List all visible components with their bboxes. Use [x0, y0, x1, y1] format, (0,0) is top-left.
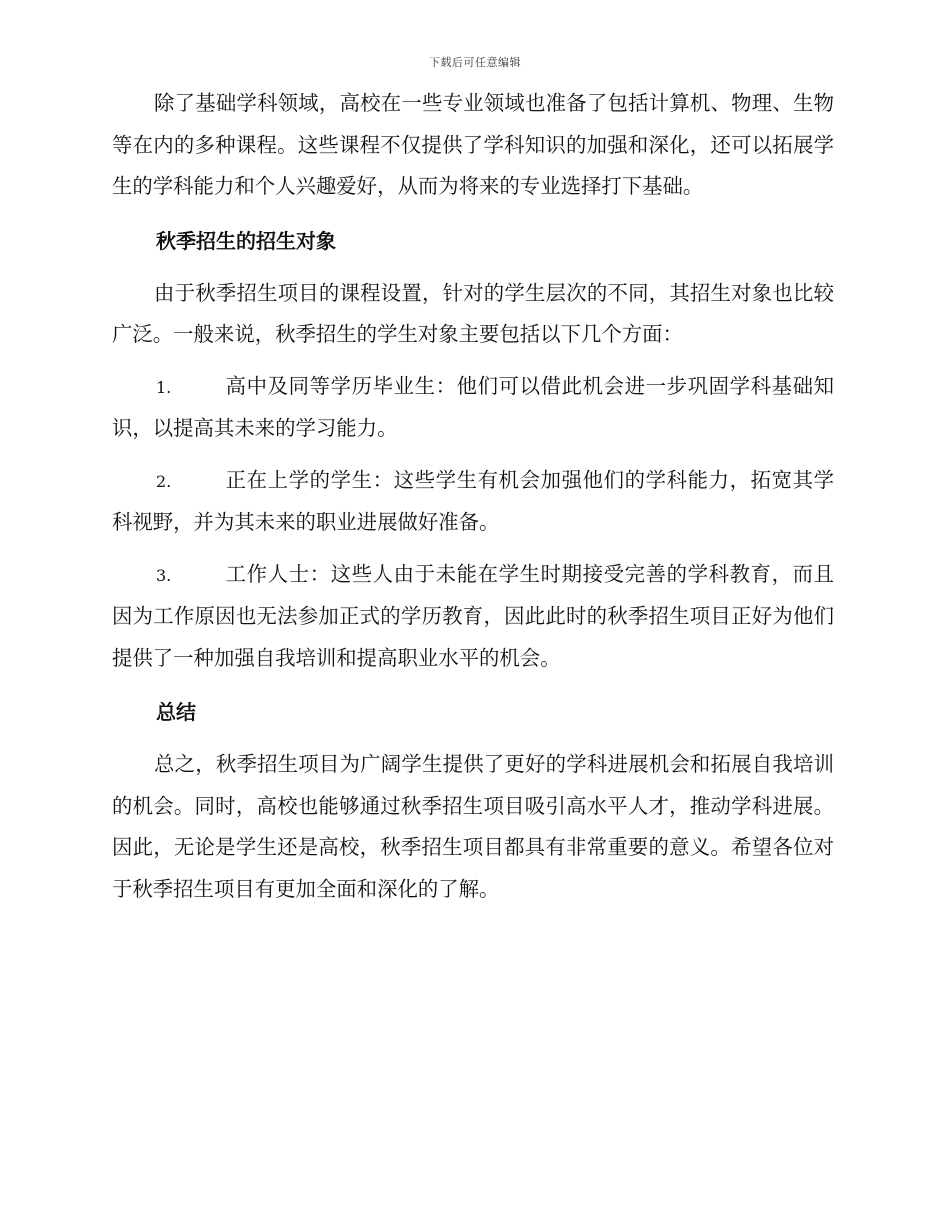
intro-paragraph: 除了基础学科领域，高校在一些专业领域也准备了包括计算机、物理、生物等在内的多种课程。这些课程不仅提供了学科知识的加强和深化，还可以拓展学生的学科能力和个人兴趣爱好，从而为将来的专业选择打下基础。 [112, 91, 834, 198]
list-item-number: 1. [156, 377, 172, 397]
page-header: 下载后可任意编辑 [429, 56, 521, 69]
list-item [112, 366, 834, 450]
document-body [112, 83, 834, 920]
summary-paragraph: 总之，秋季招生项目为广阔学生提供了更好的学科进展机会和拓展自我培训的机会。同时，高校也能够通过秋季招生项目吸引高水平人才，推动学科进展。因此，无论是学生还是高校，秋季招生项目都具有非常重要的意义。希望各位对于秋季招生项目有更加全面和深化的了解。 [112, 752, 834, 901]
list-item-text: 高中及同等学历毕业生：他们可以借此机会进一步巩固学科基础知识，以提高其未来的学习能力。 [112, 373, 834, 440]
list-item-number: 2. [156, 471, 172, 491]
enrollment-targets-list [112, 366, 834, 680]
section-heading-summary: 总结 [156, 700, 196, 724]
list-item [112, 554, 834, 680]
enrollment-targets-paragraph: 由于秋季招生项目的课程设置，针对的学生层次的不同，其招生对象也比较广泛。一般来说，秋季招生的学生对象主要包括以下几个方面： [112, 280, 834, 346]
section-heading-enrollment-targets: 秋季招生的招生对象 [156, 228, 336, 253]
list-item [112, 460, 834, 544]
list-item-text: 正在上学的学生：这些学生有机会加强他们的学科能力，拓宽其学科视野，并为其未来的职业进展做好准备。 [112, 467, 834, 534]
list-item-number: 3. [156, 565, 172, 585]
list-item-text: 工作人士：这些人由于未能在学生时期接受完善的学科教育，而且因为工作原因也无法参加正式的学历教育，因此此时的秋季招生项目正好为他们提供了一种加强自我培训和提高职业水平的机会。 [112, 561, 834, 670]
